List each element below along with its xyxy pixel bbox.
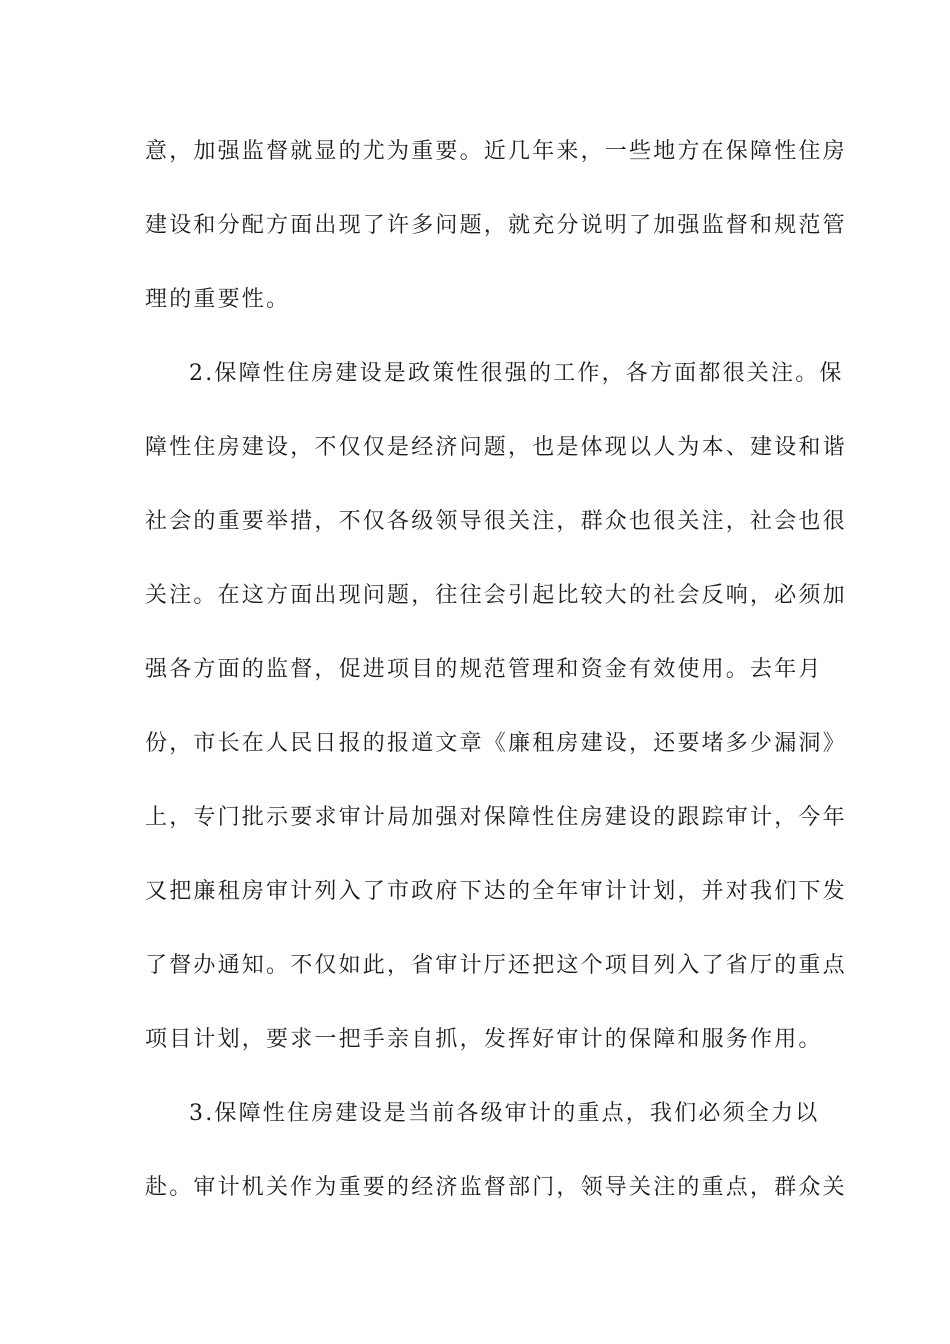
- text-line: 强各方面的监督，促进项目的规范管理和资金有效使用。去年月: [145, 657, 823, 682]
- text-line: 意，加强监督就显的尤为重要。近几年来，一些地方在保障性住房: [145, 139, 847, 164]
- paragraph-start-line: 3.保障性住房建设是当前各级审计的重点，我们必须全力以: [189, 1101, 820, 1126]
- text-line: 又把廉租房审计列入了市政府下达的全年审计计划，并对我们下发: [145, 879, 847, 904]
- text-line: 赴。审计机关作为重要的经济监督部门，领导关注的重点，群众关: [145, 1175, 847, 1200]
- text-line: 社会的重要举措，不仅各级领导很关注，群众也很关注，社会也很: [145, 509, 847, 534]
- text-line: 上，专门批示要求审计局加强对保障性住房建设的跟踪审计，今年: [145, 805, 847, 830]
- document-body: [145, 129, 847, 1239]
- paragraph-start-line: 2.保障性住房建设是政策性很强的工作，各方面都很关注。保: [189, 361, 844, 386]
- text-line: 项目计划，要求一把手亲自抓，发挥好审计的保障和服务作用。: [145, 1027, 823, 1052]
- text-line: 关注。在这方面出现问题，往往会引起比较大的社会反响，必须加: [145, 583, 847, 608]
- text-line: 障性住房建设，不仅仅是经济问题，也是体现以人为本、建设和谐: [145, 435, 847, 460]
- text-line: 建设和分配方面出现了许多问题，就充分说明了加强监督和规范管: [145, 213, 847, 238]
- text-line: 份，市长在人民日报的报道文章《廉租房建设，还要堵多少漏洞》: [145, 731, 847, 756]
- text-line: 了督办通知。不仅如此，省审计厅还把这个项目列入了省厅的重点: [145, 953, 847, 978]
- text-line: 理的重要性。: [145, 287, 291, 312]
